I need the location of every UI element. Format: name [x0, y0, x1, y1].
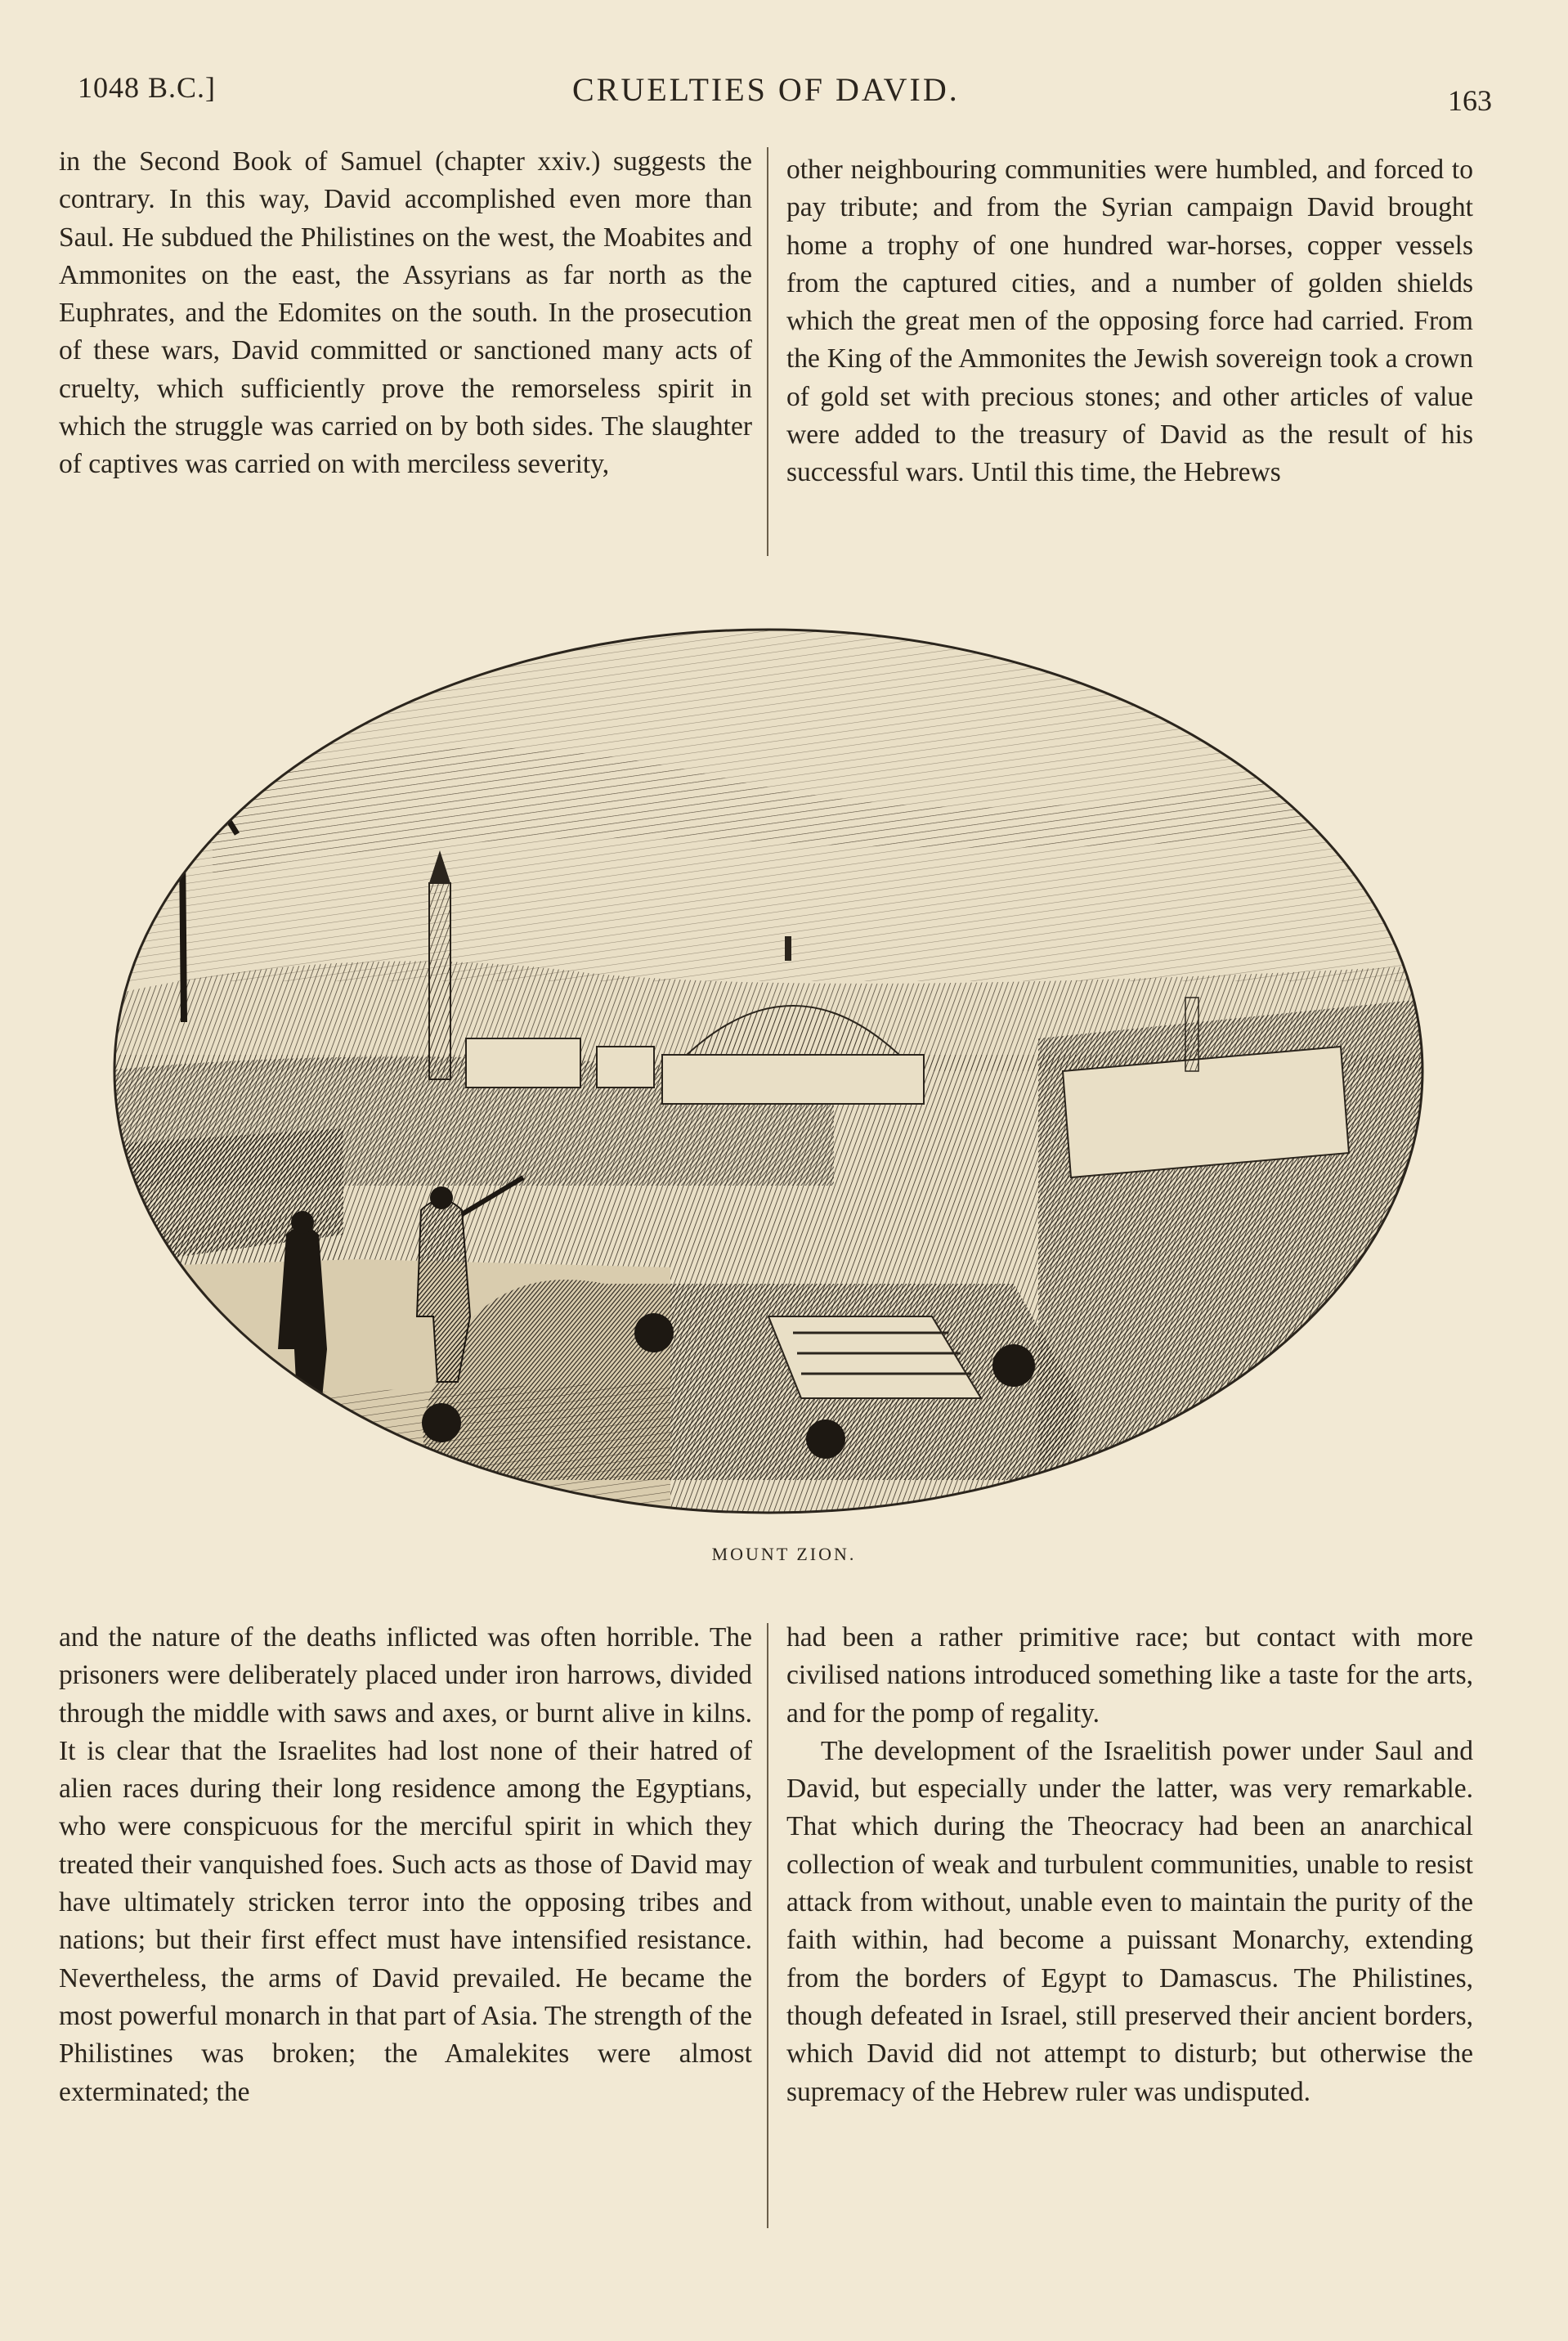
paragraph: had been a rather primitive race; but contact with more civilised nations introduced something like a taste for the arts, and for the pomp of regality.: [786, 1622, 1473, 1729]
paragraph: and the nature of the deaths inflicted was often horrible. The prisoners were deliberately placed under iron harrows, divided through the middle with saws and axes, or burnt alive in kilns. It is clear that the Israelites had lost none of their hatred of alien races during their long residence among the Egyptians, who were conspicuous for the merciful spirit in which they treated their vanquished foes. Such acts as those of David may have ultimately stricken terror into the opposing tribes and nations; but their first effect must have intensified resistance. Nevertheless, the arms of David prevailed. He became the most powerful monarch in that part of Asia. The strength of the Philistines was broken; the Amalekites were almost exterminated; the: [59, 1622, 752, 2107]
figure-caption: MOUNT ZION.: [711, 1544, 857, 1564]
text-column-top-right: [786, 151, 1473, 492]
paragraph: in the Second Book of Samuel (chapter xxiv.) suggests the contrary. In this way, David accomplished even more than Saul. He subdued the Philistines on the west, the Moabites and Ammonites on the east, the Assyrians as far north as the Euphrates, and the Edomites on the south. In the prosecution of these wars, David committed or sanctioned many acts of cruelty, which sufficiently prove the remorseless spirit in which the struggle was carried on by both sides. The slaughter of captives was carried on with merciless severity,: [59, 146, 752, 480]
column-rule: [767, 1623, 768, 2228]
header-title: CRUELTIES OF DAVID.: [572, 71, 960, 108]
text-column-top-left: [59, 143, 752, 484]
page-number: 163: [1448, 84, 1492, 117]
text-column-bottom-right: [786, 1619, 1473, 2111]
header-date: 1048 B.C.]: [78, 71, 217, 104]
text-column-bottom-left: [59, 1619, 752, 2111]
column-rule: [767, 147, 768, 556]
paragraph: The development of the Israelitish power under Saul and David, but especially under the latter, was very remarkable. That which during the Theocracy had been an anarchical collection of weak and turbulent communities, unable to resist attack from without, unable even to maintain the purity of the faith within, had become a puissant Monarchy, extending from the borders of Egypt to Damascus. The Philistines, though defeated in Israel, still preserved their ancient borders, which David did not attempt to disturb; but otherwise the supremacy of the Hebrew ruler was undisputed.: [786, 1735, 1473, 2107]
paragraph: other neighbouring communities were humbled, and forced to pay tribute; and from the Syrian campaign David brought home a trophy of one hundred war-horses, copper vessels from the captured cities, and a number of golden shields which the great men of the opposing force had carried. From the King of the Ammonites the Jewish sovereign took a crown of gold set with precious stones; and other articles of value were added to the treasury of David as the result of his successful wars. Until this time, the Hebrews: [786, 155, 1473, 488]
mount-zion-engraving: [98, 613, 1439, 1521]
running-head: [45, 59, 1492, 124]
